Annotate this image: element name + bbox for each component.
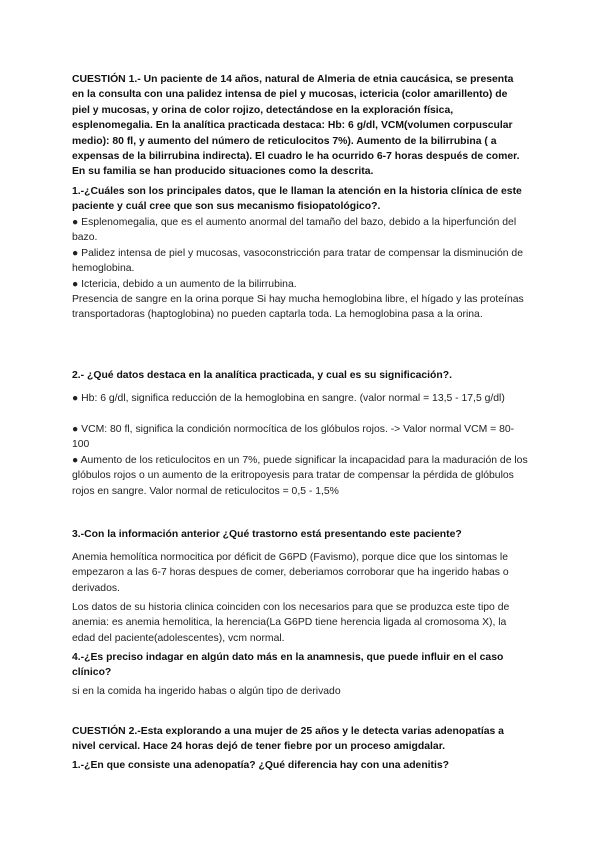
answer-1-2-bullet-reticulocytes: ● Aumento de los reticulocitos en un 7%, puede significar la incapacidad para la maduración de los glóbulos rojos o un aumento de la eritropoyesis para tratar de compensar la pérdida de glóbulos rojos en sangre. Valor normal de reticulocitos = 0,5 - 1,5% — [72, 455, 528, 497]
question-2-intro: CUESTIÓN 2.-Esta explorando a una mujer de 25 años y le detecta varias adenopatías a nivel cervical. Hace 24 horas dejó de tener fiebre por un proceso amigdalar. — [72, 726, 504, 753]
answer-1-3-paragraph-1: Anemia hemolítica normocitica por déficit de G6PD (Favismo), porque dice que los sintomas le empezaron a las 6-7 horas despues de comer, deberiamos corroborar que ha ingerido habas o derivados. — [72, 552, 509, 594]
answer-1-1-bullet-jaundice: ● Ictericia, debido a un aumento de la bilirrubina. — [72, 279, 297, 290]
sub-question-1-1: 1.-¿Cuáles son los principales datos, que le llaman la atención en la historia clínica de este paciente y cuál cree que son sus mecanismo fisiopatológico?. — [72, 186, 522, 213]
answer-1-1-urine-paragraph: Presencia de sangre en la orina porque Si hay mucha hemoglobina libre, el hígado y las proteínas transportadoras (haptoglobina) no pueden captarla toda. La hemoglobina pasa a la orina. — [72, 294, 524, 321]
answer-1-1-bullet-spleen: ● Esplenomegalia, que es el aumento anormal del tamaño del bazo, debido a la hiperfunción del bazo. — [72, 217, 517, 244]
answer-1-2-bullet-vcm: ● VCM: 80 fl, significa la condición normocítica de los glóbulos rojos. -> Valor normal VCM = 80-100 — [72, 424, 515, 451]
question-1-intro-text: CUESTIÓN 1.- Un paciente de 14 años, natural de Almeria de etnia caucásica, se presenta en la consulta con una palidez intensa de piel y mucosas, ictericia (color amarillento) de piel y mucosas, y orina de color rojizo, detectándose en la exploración física, esplenomegalia. En la analítica practicada destaca: Hb: 6 g/dl, VCM(volumen corpuscular medio): 80 fl, y aumento del número de reticulocitos 7%). Aumento de la bilirrubina ( a expensas de la bilirrubina indirecta). El cuadro le ha ocurrido 6-7 horas después de comer. En su familia se han producido situaciones como la descrita. — [72, 74, 520, 178]
answer-1-3-paragraph-2: Los datos de su historia clinica coinciden con los necesarios para que se produzca este tipo de anemia: es anemia hemolitica, la herencia(La G6PD tiene herencia ligada al cromosoma X), la edad del paciente(adolescentes), vcm normal. — [72, 602, 510, 644]
answer-1-1-bullet-pallor: ● Palidez intensa de piel y mucosas, vasoconstricción para tratar de compensar la disminución de hemoglobina. — [72, 248, 523, 275]
answer-1-2-bullet-hb: ● Hb: 6 g/dl, significa reducción de la hemoglobina en sangre. (valor normal = 13,5 - 17,5 g/dl) — [72, 393, 505, 404]
sub-question-1-4: 4.-¿Es preciso indagar en algún dato más en la anamnesis, que puede influir en el caso clínico? — [72, 652, 504, 679]
sub-question-1-3: 3.-Con la información anterior ¿Qué trastorno está presentando este paciente? — [72, 529, 462, 540]
sub-question-1-2: 2.- ¿Qué datos destaca en la analítica practicada, y cual es su significación?. — [72, 370, 452, 381]
answer-1-4: si en la comida ha ingerido habas o algún tipo de derivado — [72, 686, 341, 697]
question-1-intro — [72, 72, 528, 180]
sub-question-2-1: 1.-¿En que consiste una adenopatía? ¿Qué diferencia hay con una adenitis? — [72, 760, 450, 771]
